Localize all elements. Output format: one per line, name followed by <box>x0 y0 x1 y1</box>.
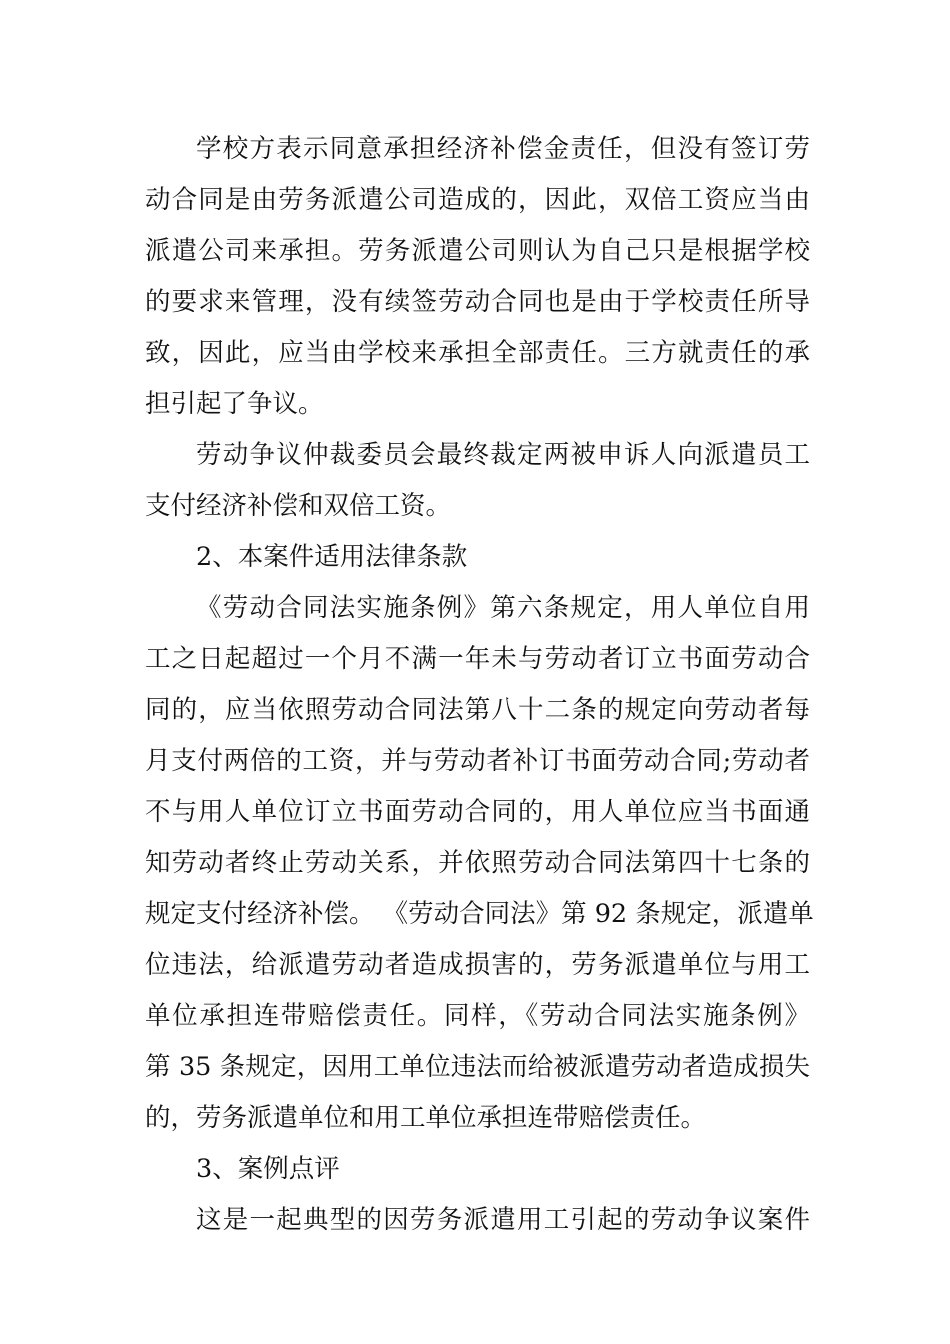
paragraph-line: 致，因此，应当由学校来承担全部责任。三方就责任的承 <box>145 338 810 368</box>
paragraph-line: 《劳动合同法实施条例》第六条规定，用人单位自用 <box>196 593 810 623</box>
document-body <box>145 124 814 1246</box>
paragraph-line: 派遣公司来承担。劳务派遣公司则认为自己只是根据学校 <box>145 236 810 266</box>
paragraph-line: 知劳动者终止劳动关系，并依照劳动合同法第四十七条的 <box>145 848 810 878</box>
paragraph-line: 的，劳务派遣单位和用工单位承担连带赔偿责任。 <box>145 1103 707 1133</box>
paragraph-line: 第 35 条规定，因用工单位违法而给被派遣劳动者造成损失 <box>145 1052 810 1082</box>
paragraph-line: 不与用人单位订立书面劳动合同的，用人单位应当书面通 <box>145 797 810 827</box>
paragraph-line: 学校方表示同意承担经济补偿金责任，但没有签订劳 <box>196 134 810 164</box>
paragraph-line: 担引起了争议。 <box>145 389 324 419</box>
paragraph-line: 动合同是由劳务派遣公司造成的，因此，双倍工资应当由 <box>145 185 810 215</box>
paragraph-line: 工之日起超过一个月不满一年未与劳动者订立书面劳动合 <box>145 644 810 674</box>
section-heading: 2、本案件适用法律条款 <box>196 542 468 572</box>
paragraph-line: 支付经济补偿和双倍工资。 <box>145 491 452 521</box>
paragraph-line: 位违法，给派遣劳动者造成损害的，劳务派遣单位与用工 <box>145 950 810 980</box>
paragraph-line: 月支付两倍的工资，并与劳动者补订书面劳动合同;劳动者 <box>145 746 810 776</box>
paragraph-line: 同的，应当依照劳动合同法第八十二条的规定向劳动者每 <box>145 695 810 725</box>
section-heading: 3、案例点评 <box>196 1154 340 1184</box>
paragraph-line: 规定支付经济补偿。 《劳动合同法》第 92 条规定，派遣单 <box>145 899 814 929</box>
paragraph-line: 劳动争议仲裁委员会最终裁定两被申诉人向派遣员工 <box>196 440 810 470</box>
paragraph-line: 这是一起典型的因劳务派遣用工引起的劳动争议案件 <box>196 1205 810 1235</box>
paragraph-line: 单位承担连带赔偿责任。同样，《劳动合同法实施条例》 <box>145 1001 810 1031</box>
paragraph-line: 的要求来管理，没有续签劳动合同也是由于学校责任所导 <box>145 287 810 317</box>
